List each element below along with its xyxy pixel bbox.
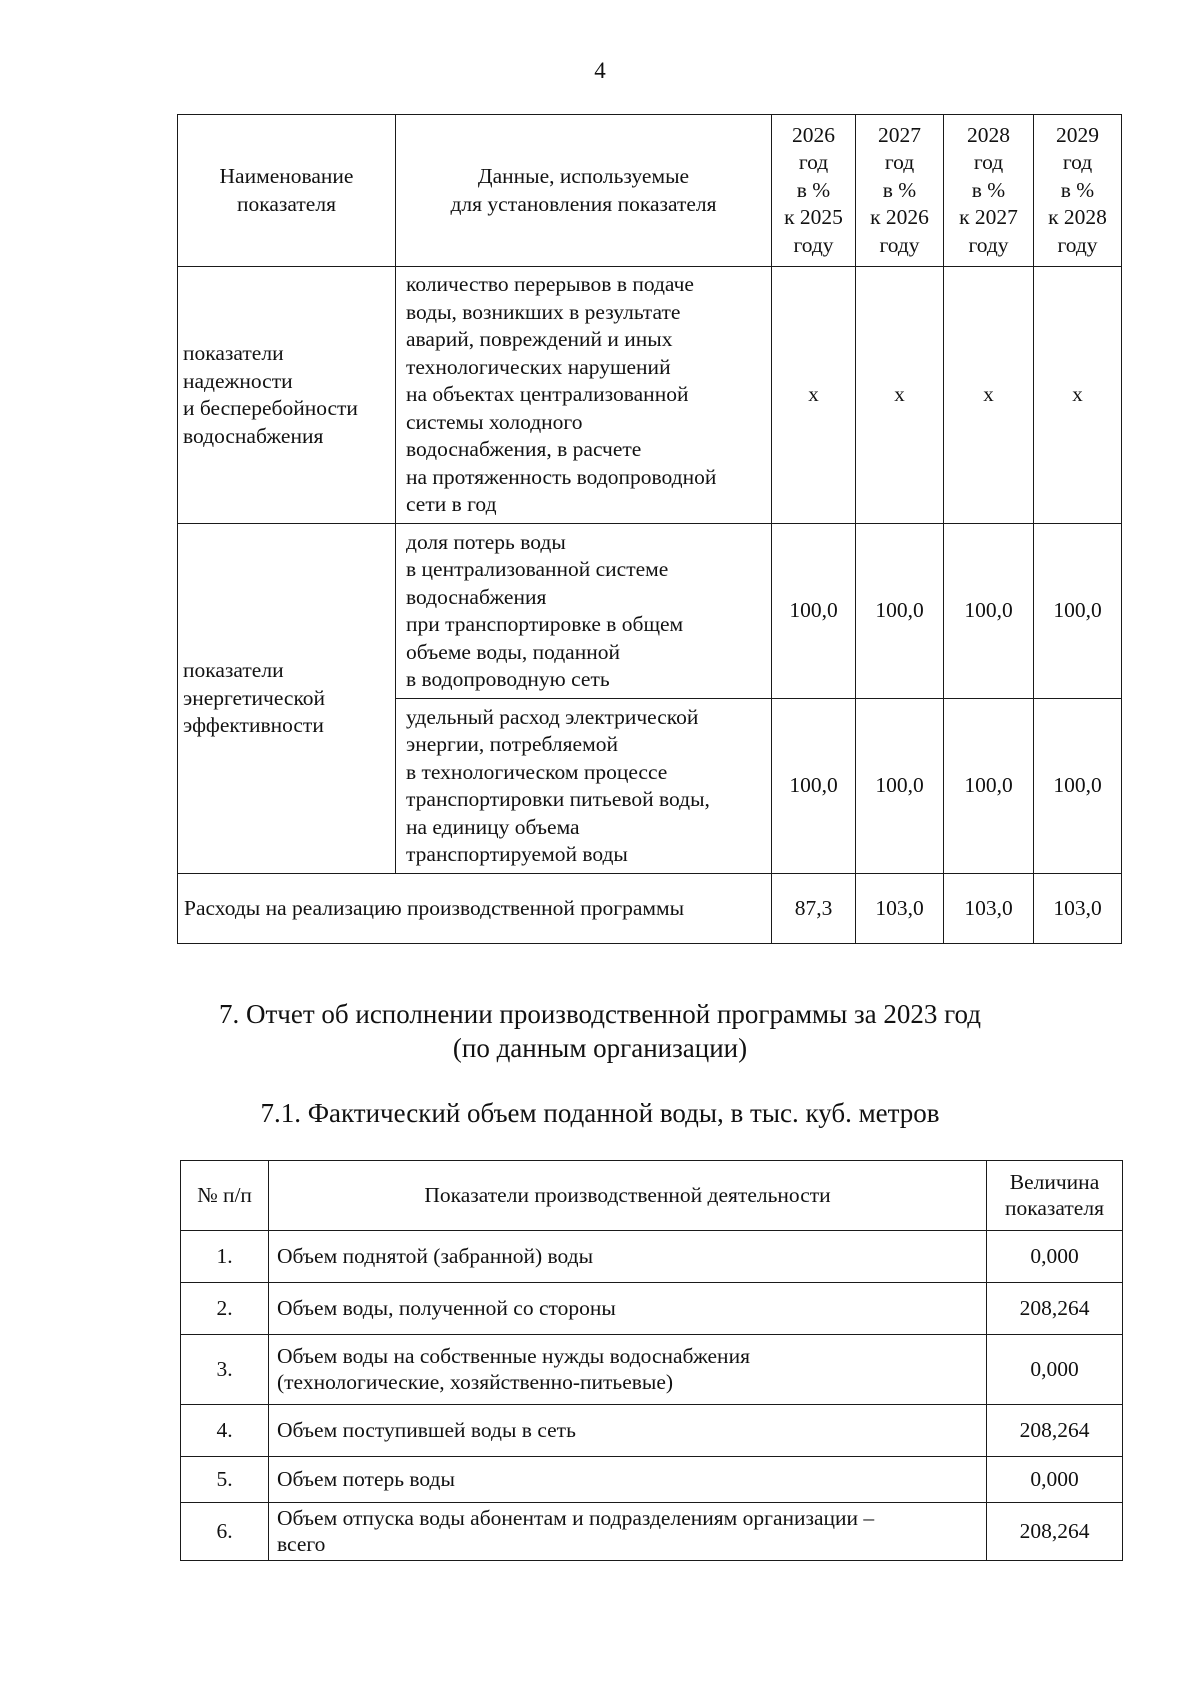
value-cell: х (856, 267, 944, 524)
header-indicator-name: Наименование показателя (178, 115, 396, 267)
category-energy-efficiency: показатели энергетической эффективности (178, 524, 396, 874)
total-label: Расходы на реализацию производственной программы (178, 874, 772, 944)
section-7-1-title: 7.1. Фактический объем поданной воды, в тыс. куб. метров (260, 1098, 940, 1128)
indicator-description: удельный расход электрической энергии, потребляемой в технологическом процессе транспортировки питьевой воды, на единицу объема транспортируемой воды (396, 699, 772, 874)
total-value: 103,0 (1034, 874, 1122, 944)
row-number: 2. (181, 1283, 269, 1335)
value-cell: х (772, 267, 856, 524)
indicator-description: доля потерь воды в централизованной системе водоснабжения при транспортировке в общем объеме воды, поданной в водопроводную сеть (396, 524, 772, 699)
water-volume-table (180, 1160, 1123, 1561)
table-row (181, 1405, 1123, 1457)
total-value: 87,3 (772, 874, 856, 944)
row-value: 208,264 (987, 1405, 1123, 1457)
table-row (181, 1503, 1123, 1561)
row-number: 1. (181, 1231, 269, 1283)
value-cell: 100,0 (1034, 699, 1122, 874)
header-indicator-data: Данные, используемые для установления показателя (396, 115, 772, 267)
table-row (181, 1457, 1123, 1503)
total-row (178, 874, 1122, 944)
table-row (178, 524, 1122, 699)
value-cell: х (1034, 267, 1122, 524)
indicators-table (177, 114, 1122, 944)
section-7-title-line1: 7. Отчет об исполнении производственной программы за 2023 год (218, 999, 982, 1029)
row-value: 208,264 (987, 1503, 1123, 1561)
row-name: Объем потерь воды (269, 1457, 987, 1503)
indicator-description: количество перерывов в подаче воды, возникших в результате аварий, повреждений и иных технологических нарушений на объектах централизованной системы холодного водоснабжения, в расчете на протяженность водопроводной сети в год (396, 267, 772, 524)
row-number: 5. (181, 1457, 269, 1503)
page-number: 4 (594, 58, 606, 83)
value-cell: 100,0 (856, 699, 944, 874)
table-row (181, 1335, 1123, 1405)
value-cell: 100,0 (772, 524, 856, 699)
section-7-title-line2: (по данным организации) (452, 1033, 748, 1063)
header-year-2028: 2028 год в % к 2027 году (944, 115, 1034, 267)
section-7-title (0, 997, 1200, 1065)
header-year-2026: 2026 год в % к 2025 году (772, 115, 856, 267)
table-header-row (181, 1161, 1123, 1231)
row-name: Объем отпуска воды абонентам и подразделениям организации – всего (269, 1503, 987, 1561)
table-row (181, 1231, 1123, 1283)
row-name: Объем воды на собственные нужды водоснабжения (технологические, хозяйственно-питьевые) (269, 1335, 987, 1405)
value-cell: 100,0 (1034, 524, 1122, 699)
row-number: 4. (181, 1405, 269, 1457)
row-number: 6. (181, 1503, 269, 1561)
row-value: 0,000 (987, 1231, 1123, 1283)
row-number: 3. (181, 1335, 269, 1405)
table-row (181, 1283, 1123, 1335)
table-row (178, 267, 1122, 524)
header-indicator-value: Величина показателя (987, 1161, 1123, 1231)
value-cell: 100,0 (772, 699, 856, 874)
header-number: № п/п (181, 1161, 269, 1231)
row-name: Объем поднятой (забранной) воды (269, 1231, 987, 1283)
value-cell: х (944, 267, 1034, 524)
header-activity-indicators: Показатели производственной деятельности (269, 1161, 987, 1231)
row-value: 0,000 (987, 1335, 1123, 1405)
row-value: 0,000 (987, 1457, 1123, 1503)
value-cell: 100,0 (944, 524, 1034, 699)
row-value: 208,264 (987, 1283, 1123, 1335)
table-header-row (178, 115, 1122, 267)
value-cell: 100,0 (856, 524, 944, 699)
row-name: Объем поступившей воды в сеть (269, 1405, 987, 1457)
category-reliability: показатели надежности и бесперебойности водоснабжения (178, 267, 396, 524)
total-value: 103,0 (856, 874, 944, 944)
total-value: 103,0 (944, 874, 1034, 944)
header-year-2027: 2027 год в % к 2026 году (856, 115, 944, 267)
header-year-2029: 2029 год в % к 2028 году (1034, 115, 1122, 267)
row-name: Объем воды, полученной со стороны (269, 1283, 987, 1335)
value-cell: 100,0 (944, 699, 1034, 874)
